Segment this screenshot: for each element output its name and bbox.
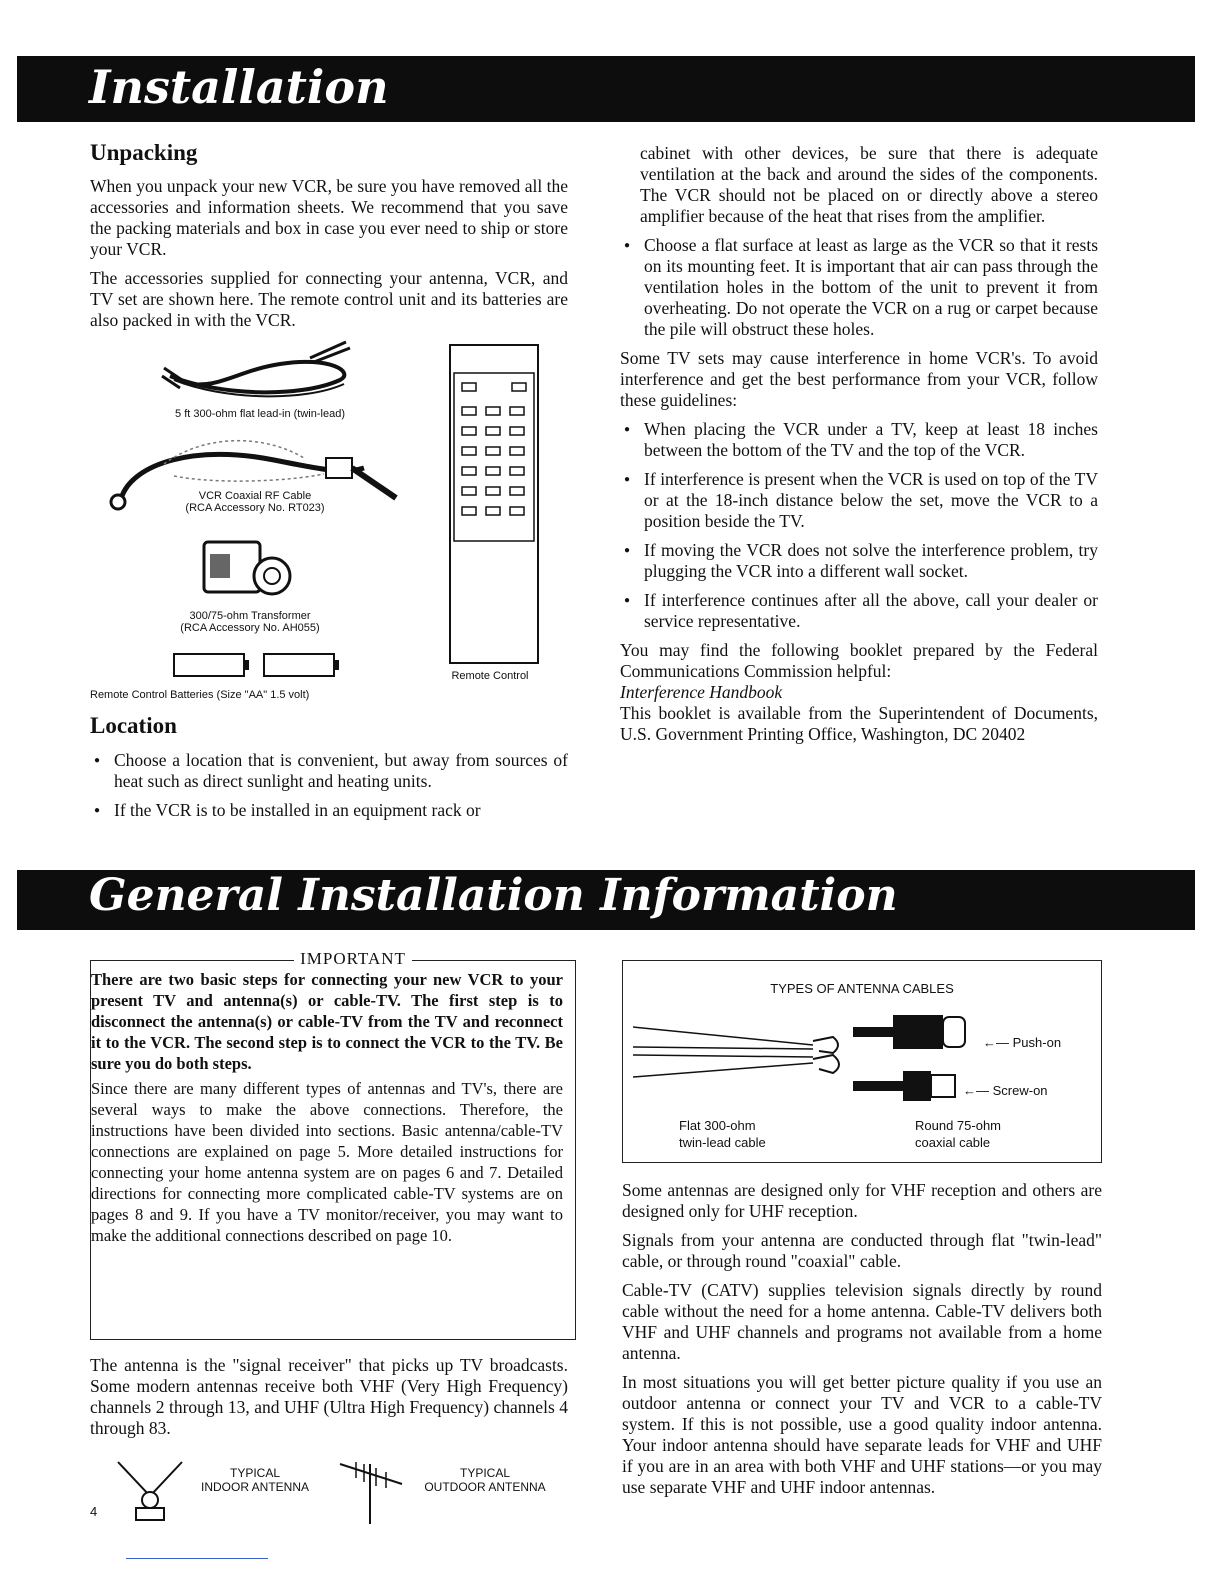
screw-on-label (963, 1083, 1048, 1098)
general-installation-banner (17, 870, 1195, 930)
surface-item: ● Choose a flat surface at least as large as the VCR so that it rests on its mounting feet. It is important that air can pass through the ventilation holes in the bottom of the unit to prevent it from overheating. Do not operate the VCR on a rug or carpet because the pile will obstruct these holes. (620, 235, 1098, 340)
transformer-illustration (200, 532, 300, 602)
flat-cable-caption (679, 1117, 766, 1151)
picture-quality-paragraph: In most situations you will get better picture quality if you use an outdoor antenna or connect your TV and VCR to a cable-TV system. If this is not possible, use a good quality indoor antenna. Your indoor antenna should have separate leads for VHF and UHF if you are in an area with both VHF and UHF stations—or you may use separate VHF and UHF indoor antennas. (622, 1372, 1102, 1497)
cable-tv-paragraph: Cable-TV (CATV) supplies television signals directly by round cable without the need for a home antenna. Cable-TV delivers both VHF and UHF channels and programs not available from a home antenna. (622, 1280, 1102, 1363)
interference-item: ● If moving the VCR does not solve the interference problem, try plugging the VCR into a different wall socket. (620, 540, 1098, 582)
round-cable-caption-line-1: Round 75-ohm (915, 1118, 1001, 1133)
batteries-caption: Remote Control Batteries (Size "AA" 1.5 volt) (90, 689, 310, 701)
interference-item: ● When placing the VCR under a TV, keep at least 18 inches between the bottom of the TV and the top of the VCR. (620, 419, 1098, 461)
push-on-label (983, 1035, 1061, 1050)
screw-on-text: Screw-on (992, 1083, 1048, 1098)
flat-cable-caption-line-1: Flat 300-ohm (679, 1118, 756, 1133)
outdoor-antenna-icon (336, 1456, 406, 1526)
surface-list (620, 235, 1098, 340)
location-list (90, 750, 568, 829)
arrow-left-icon: ←— (983, 1035, 1013, 1050)
interference-item: ● If interference is present when the VCR is used on top of the TV or at the 18-inch distance below the set, move the VCR to a position beside the TV. (620, 469, 1098, 532)
antenna-paragraph: The antenna is the "signal receiver" that picks up TV broadcasts. Some modern antennas receive both VHF (Very High Frequency) channels 2 through 13, and UHF (Ultra High Frequency) channels 4 through 83. (90, 1355, 568, 1438)
twin-lead-caption: 5 ft 300-ohm flat lead-in (twin-lead) (175, 408, 345, 420)
important-box (90, 949, 576, 1340)
booklet-paragraph: You may find the following booklet prepared by the Federal Communications Commission helpful: (620, 640, 1098, 681)
indoor-antenna-caption (180, 1466, 330, 1494)
outdoor-antenna-caption (400, 1466, 570, 1494)
transformer-caption (110, 610, 390, 634)
location-item: ● Choose a location that is convenient, but away from sources of heat such as direct sunlight and heating units. (90, 750, 568, 792)
important-paragraph: Since there are many different types of antennas and TV's, there are several ways to make the above connections. Therefore, the instructions have been divided into sections. Basic antenna/cable-TV connections are explained on page 5. More detailed instructions for connecting your home antenna system are on pages 6 and 7. Detailed directions for connecting more complicated cable-TV systems are on pages 8 and 9. If you have a TV monitor/receiver, you may want to make the additional connections described on page 10. (91, 1079, 563, 1245)
installation-right-column (620, 143, 1098, 753)
remote-caption: Remote Control (451, 670, 529, 682)
ventilation-paragraph: cabinet with other devices, be sure that there is adequate ventilation at the back and around the sides of the components. The VCR should not be placed on or directly above a stereo amplifier because of the heat that rises from the amplifier. (640, 143, 1098, 226)
indoor-antenna-caption-line-1: TYPICAL (229, 1466, 280, 1480)
unpacking-text (90, 176, 568, 339)
coax-connectors-diagram (851, 1005, 981, 1105)
transformer-caption-line-1: 300/75-ohm Transformer (189, 610, 311, 622)
cable-types-box (622, 960, 1102, 1163)
important-bold-paragraph: There are two basic steps for connecting your new VCR to your present TV and antenna(s) or cable-TV. The first step is to disconnect the antenna(s) or cable-TV from the TV and reconnect it to the VCR. The second step is to connect the VCR to the TV. Be sure you do both steps. (91, 970, 563, 1073)
important-title (131, 949, 575, 969)
important-body (91, 969, 563, 1250)
installation-banner (17, 56, 1195, 122)
outdoor-antenna-caption-line-2: OUTDOOR ANTENNA (424, 1480, 546, 1494)
general-installation-title: General Installation Information (89, 870, 898, 921)
round-cable-caption (915, 1117, 1001, 1151)
booklet-availability: This booklet is available from the Superintendent of Documents, U.S. Government Printing Office, Washington, DC 20402 (620, 703, 1098, 744)
round-cable-caption-line-2: coaxial cable (915, 1135, 991, 1150)
arrow-left-icon: ←— (963, 1083, 993, 1098)
twin-lead-cable-diagram (633, 1019, 853, 1089)
push-on-text: Push-on (1012, 1035, 1062, 1050)
flat-cable-caption-line-2: twin-lead cable (679, 1135, 766, 1150)
location-item: ● If the VCR is to be installed in an equipment rack or (90, 800, 568, 821)
twin-lead-cable-illustration (160, 336, 360, 398)
outdoor-antenna-caption-line-1: TYPICAL (459, 1466, 510, 1480)
booklet-title: Interference Handbook (620, 682, 783, 702)
coax-caption-line-1: VCR Coaxial RF Cable (198, 490, 312, 502)
cable-types-title: TYPES OF ANTENNA CABLES (770, 981, 954, 996)
indoor-antenna-icon (114, 1460, 186, 1524)
important-title-text: IMPORTANT (294, 949, 412, 968)
indoor-antenna-caption-line-2: INDOOR ANTENNA (200, 1480, 309, 1494)
unpacking-paragraph-1: When you unpack your new VCR, be sure you have removed all the accessories and information sheets. We recommend that you save the packing materials and box in case you ever need to ship or store your VCR. (90, 176, 568, 259)
unpacking-heading: Unpacking (90, 140, 198, 165)
coax-caption (130, 490, 380, 514)
interference-item: ● If interference continues after all the above, call your dealer or service representative. (620, 590, 1098, 632)
transformer-caption-line-2: (RCA Accessory No. AH055) (180, 622, 320, 634)
unpacking-paragraph-2: The accessories supplied for connecting your antenna, VCR, and TV set are shown here. The remote control unit and its batteries are also packed in with the VCR. (90, 268, 568, 330)
signal-cable-paragraph: Signals from your antenna are conducted through flat "twin-lead" cable, or through round "coaxial" cable. (622, 1230, 1102, 1271)
coax-caption-line-2: (RCA Accessory No. RT023) (185, 502, 325, 514)
interference-list (620, 419, 1098, 632)
footer-rule (126, 1558, 268, 1559)
antenna-types-paragraph: Some antennas are designed only for VHF reception and others are designed only for UHF reception. (622, 1180, 1102, 1221)
general-right-column (622, 1180, 1102, 1506)
page-number: 4 (90, 1504, 98, 1519)
interference-paragraph: Some TV sets may cause interference in home VCR's. To avoid interference and get the best performance from your VCR, follow these guidelines: (620, 348, 1098, 410)
remote-control-illustration (448, 343, 540, 665)
batteries-illustration (172, 650, 352, 680)
antenna-text (90, 1355, 568, 1447)
location-heading: Location (90, 713, 177, 738)
installation-title: Installation (89, 60, 389, 114)
